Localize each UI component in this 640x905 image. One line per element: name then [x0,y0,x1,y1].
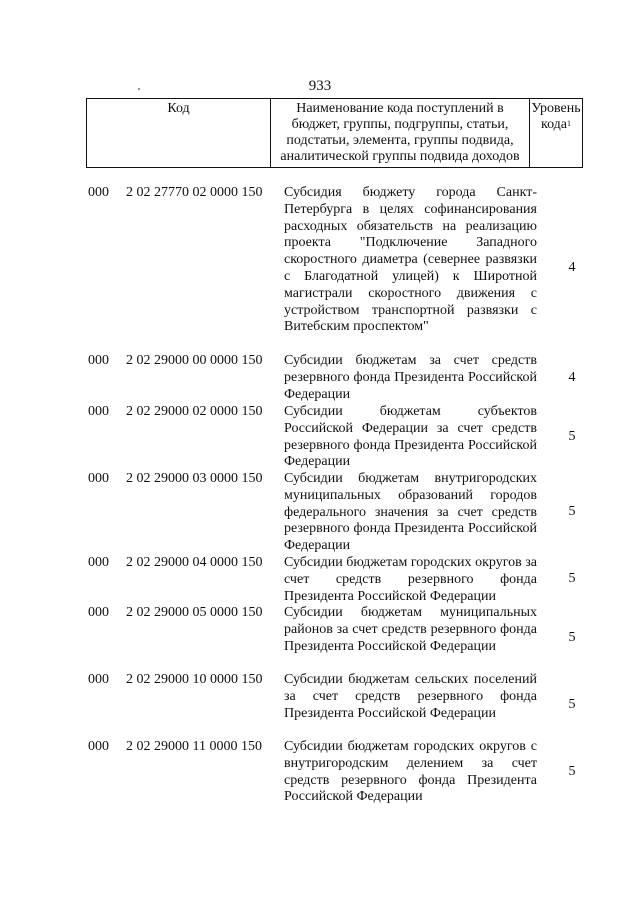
row-prefix: 000 [88,404,109,419]
row-code: 2 02 29000 04 0000 150 [126,555,263,570]
row-code: 2 02 29000 11 0000 150 [126,739,262,754]
row-prefix: 000 [88,471,109,486]
row-name: Субсидии бюджетам городских округов за счет средств резервного фонда Президента Российской Федерации [284,555,537,604]
page-number: 933 [308,78,332,94]
row-name: Субсидии бюджетам городских округов с внутригородским делением за счет средств резервного фонда Президента Российской Федерации [284,739,537,805]
row-prefix: 000 [88,605,109,620]
row-level: 4 [568,370,576,385]
row-prefix: 000 [88,672,109,687]
row-level: 5 [568,630,576,645]
header-code: Код [87,99,271,167]
row-code: 2 02 29000 03 0000 150 [126,471,263,486]
row-name: Субсидия бюджету города Санкт-Петербурга в целях софинансирования расходных обязательств на реализацию проекта "Подключение Западного скоростного диаметра (севернее развязки с Благодатной улицей) к Широтной магистрали скоростного движения с устройством транспортной развязки с Витебским проспектом" [284,185,537,335]
row-code: 2 02 29000 02 0000 150 [126,404,263,419]
row-level: 5 [568,429,576,444]
row-level: 5 [568,764,576,779]
row-level: 5 [568,697,576,712]
row-name: Субсидии бюджетам сельских поселений за счет средств резервного фонда Президента Российской Федерации [284,672,537,721]
row-name: Субсидии бюджетам внутригородских муниципальных образований городов федерального значения за счет средств резервного фонда Президента Российской Федерации [284,471,537,554]
row-level: 5 [568,571,576,586]
row-prefix: 000 [88,555,109,570]
table-header [86,98,583,168]
header-level [530,99,582,167]
header-level-label: Уровень кода [531,101,581,132]
header-level-footnote: 1 [567,119,572,128]
row-code: 2 02 27770 02 0000 150 [126,185,263,200]
row-name: Субсидии бюджетам муниципальных районов за счет средств резервного фонда Президента Российской Федерации [284,605,537,654]
row-name: Субсидии бюджетам за счет средств резервного фонда Президента Российской Федерации [284,353,537,402]
row-prefix: 000 [88,353,109,368]
scan-dot [138,88,140,90]
row-prefix: 000 [88,185,109,200]
row-prefix: 000 [88,739,109,754]
row-code: 2 02 29000 05 0000 150 [126,605,263,620]
row-name: Субсидии бюджетам субъектов Российской Федерации за счет средств резервного фонда Президента Российской Федерации [284,404,537,470]
row-level: 4 [568,260,576,275]
row-code: 2 02 29000 10 0000 150 [126,672,263,687]
header-name: Наименование кода поступлений в бюджет, группы, подгруппы, статьи, подстатьи, элемента, группы подвида, аналитической группы подвида доходов [271,99,530,167]
row-code: 2 02 29000 00 0000 150 [126,353,263,368]
row-level: 5 [568,504,576,519]
